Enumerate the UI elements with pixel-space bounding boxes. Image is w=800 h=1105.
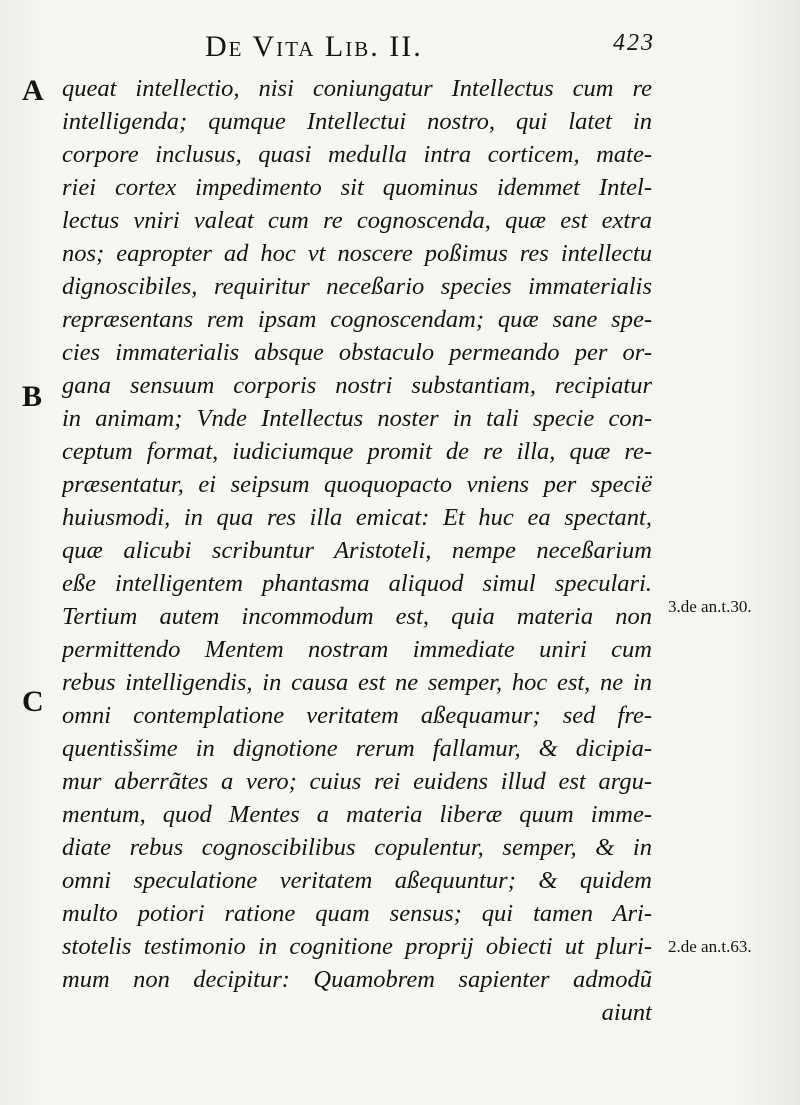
text-line: corpore inclusus, quasi medulla intra corticem, mate- — [62, 141, 652, 168]
text-line: quentisšime in dignotione rerum fallamur, & dicipia- — [62, 735, 652, 762]
text-line: cies immaterialis absque obstaculo permeando per or- — [62, 339, 652, 366]
text-line: queat intellectio, nisi coniungatur Intellectus cum re — [62, 75, 652, 102]
text-line: diate rebus cognoscibilibus copulentur, semper, & in — [62, 834, 652, 861]
text-line: mentum, quod Mentes a materia liberæ quum imme- — [62, 801, 652, 828]
margin-letter-b: B — [22, 380, 43, 413]
text-line: Tertium autem incommodum est, quia materia non — [62, 603, 652, 630]
text-line: riei cortex impedimento sit quominus idemmet Intel- — [62, 174, 652, 201]
text-line: nos; eapropter ad hoc vt noscere poßimus res intellectu — [62, 240, 652, 267]
body-text — [62, 72, 652, 1029]
margin-note-2: 2.de an.t.63. — [668, 937, 752, 956]
text-line: mur aberrãtes a vero; cuius rei euidens illud est argu- — [62, 768, 652, 795]
text-line: ceptum format, iudiciumque promit de re illa, quæ re- — [62, 438, 652, 465]
text-line: stotelis testimonio in cognitione proprij obiecti ut pluri- — [62, 933, 652, 960]
text-line: in animam; Vnde Intellectus noster in tali specie con- — [62, 405, 652, 432]
running-head-title: De Vita Lib. II. — [205, 30, 423, 63]
text-line: quæ alicubi scribuntur Aristoteli, nempe neceßarium — [62, 537, 652, 564]
text-line: lectus vniri valeat cum re cognoscenda, quæ est extra — [62, 207, 652, 234]
text-line: omni speculatione veritatem aßequuntur; & quidem — [62, 867, 652, 894]
margin-letter-c: C — [22, 685, 44, 718]
running-head — [205, 30, 655, 66]
text-line: intelligenda; qumque Intellectui nostro, qui latet in — [62, 108, 652, 135]
text-line: eße intelligentem phantasma aliquod simul speculari. — [62, 570, 652, 597]
text-line: repræsentans rem ipsam cognoscendam; quæ sane spe- — [62, 306, 652, 333]
margin-note-1: 3.de an.t.30. — [668, 597, 752, 616]
text-line: multo potiori ratione quam sensus; qui tamen Ari- — [62, 900, 652, 927]
page-number: 423 — [613, 30, 655, 56]
margin-letter-a: A — [22, 74, 44, 107]
text-line: huiusmodi, in qua res illa emicat: Et huc ea spectant, — [62, 504, 652, 531]
text-line: permittendo Mentem nostram immediate uniri cum — [62, 636, 652, 663]
text-line: rebus intelligendis, in causa est ne semper, hoc est, ne in — [62, 669, 652, 696]
text-line: dignoscibiles, requiritur neceßario species immaterialis — [62, 273, 652, 300]
catchword: aiunt — [601, 999, 652, 1026]
text-line: omni contemplatione veritatem aßequamur; sed fre- — [62, 702, 652, 729]
text-line: mum non decipitur: Quamobrem sapienter admodũ — [62, 966, 652, 993]
text-line: gana sensuum corporis nostri substantiam, recipiatur — [62, 372, 652, 399]
text-line: præsentatur, ei seipsum quoquopacto vniens per specië — [62, 471, 652, 498]
